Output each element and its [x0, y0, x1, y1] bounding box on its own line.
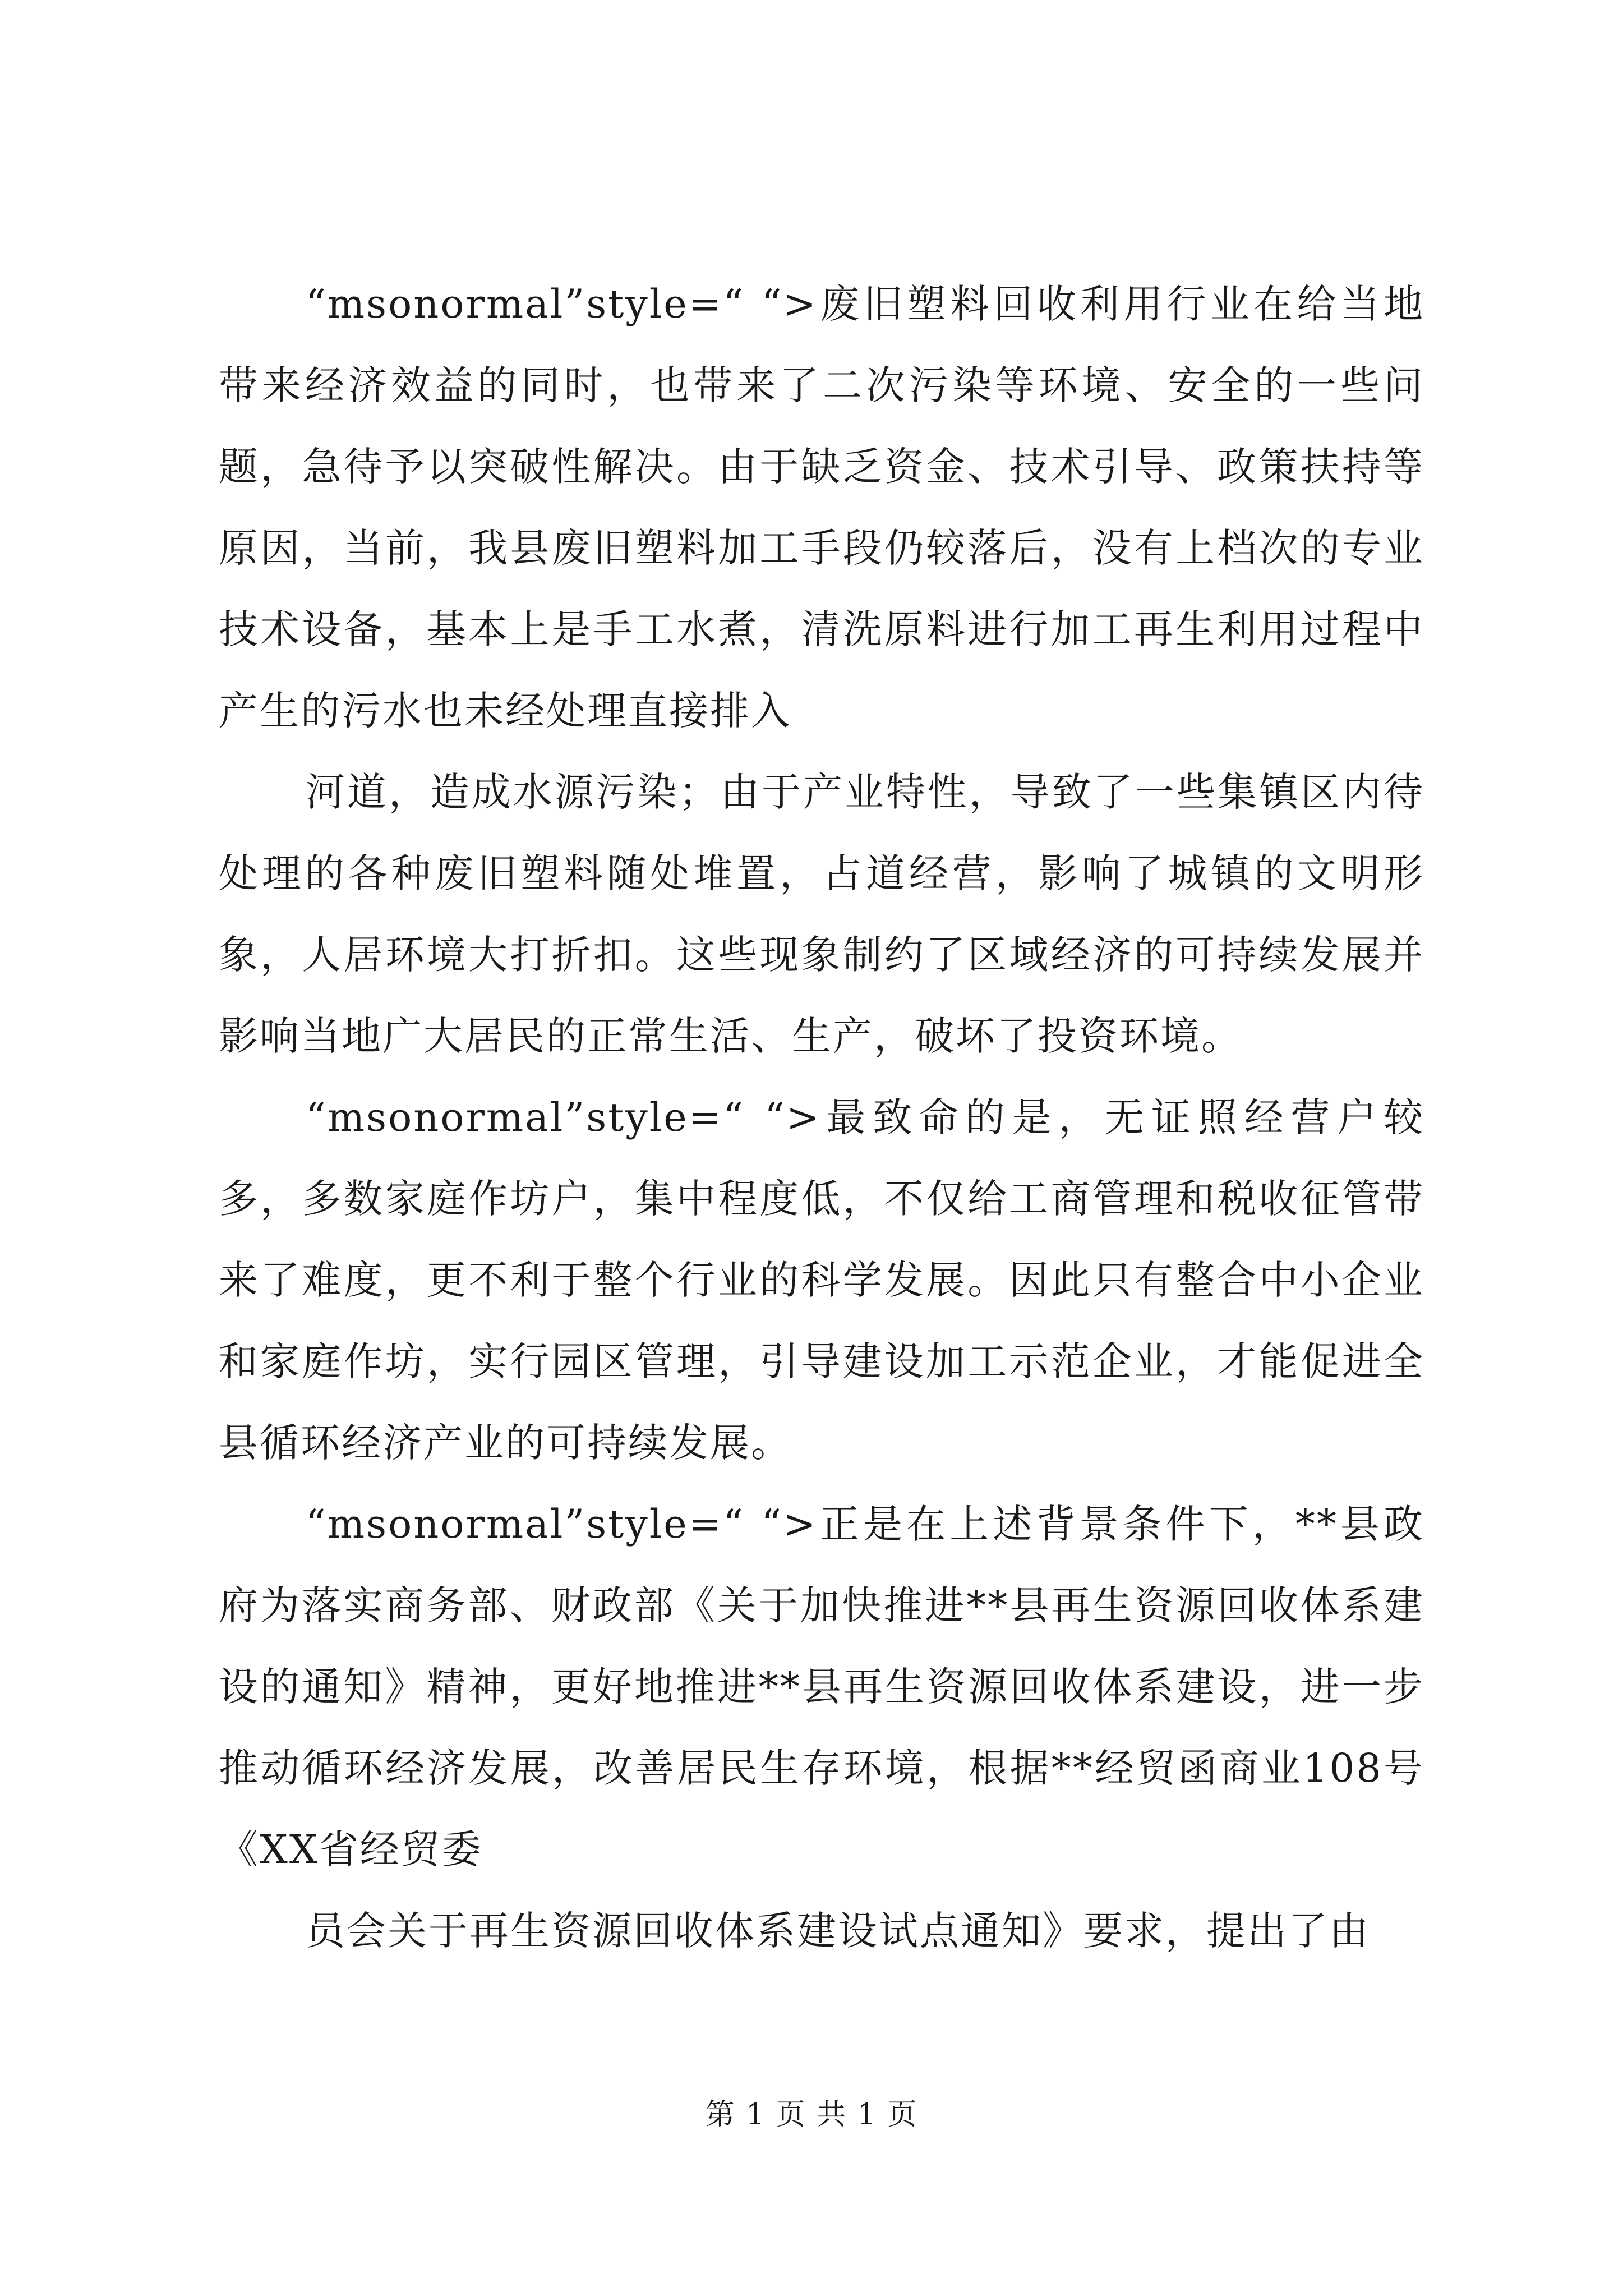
paragraph-1: “msonormal”style=“ “>废旧塑料回收利用行业在给当地带来经济效益的同时，也带来了二次污染等环境、安全的一些问题，急待予以突破性解决。由于缺乏资金、技术引导、政策扶持等原因，当前，我县废旧塑料加工手段仍较落后，没有上档次的专业技术设备，基本上是手工水煮，清洗原料进行加工再生利用过程中产生的污水也未经处理直接排入	[219, 281, 1424, 734]
paragraph-4: “msonormal”style=“ “>正是在上述背景条件下，**县政府为落实商务部、财政部《关于加快推进**县再生资源回收体系建设的通知》精神，更好地推进**县再生资源回收体系建设，进一步推动循环经济发展，改善居民生存环境，根据**经贸函商业108号《XX省经贸委	[219, 1501, 1424, 1872]
paragraph-2: 河道，造成水源污染；由于产业特性，导致了一些集镇区内待处理的各种废旧塑料随处堆置，占道经营，影响了城镇的文明形象，人居环境大打折扣。这些现象制约了区域经济的可持续发展并影响当地广大居民的正常生活、生产，破坏了投资环境。	[219, 769, 1424, 1059]
paragraph-5: 员会关于再生资源回收体系建设试点通知》要求，提出了由	[306, 1908, 1370, 1954]
paragraph-3: “msonormal”style=“ “>最致命的是，无证照经营户较多，多数家庭作坊户，集中程度低，不仅给工商管理和税收征管带来了难度，更不利于整个行业的科学发展。因此只有整合中小企业和家庭作坊，实行园区管理，引导建设加工示范企业，才能促进全县循环经济产业的可持续发展。	[219, 1094, 1424, 1466]
page-footer: 第 1 页 共 1 页	[705, 2098, 918, 2132]
document-body	[219, 264, 1424, 1972]
